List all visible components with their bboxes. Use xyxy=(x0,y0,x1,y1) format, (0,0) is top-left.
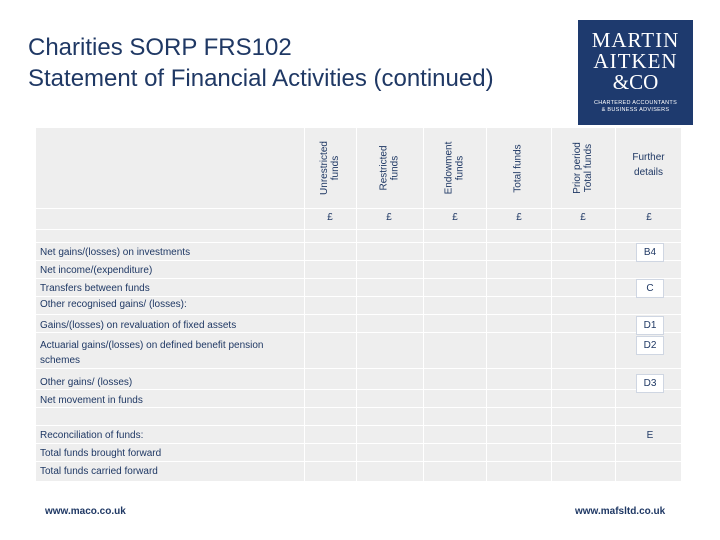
row-label-net-gains-investments: Net gains/(losses) on investments xyxy=(40,247,191,258)
row-divider xyxy=(36,208,681,209)
column-header-further-details: Further details xyxy=(632,152,665,178)
footer-link-left[interactable]: www.maco.co.uk xyxy=(45,506,126,517)
row-label-other-recognised: Other recognised gains/ (losses): xyxy=(40,299,187,310)
currency-restricted: £ xyxy=(386,212,392,223)
column-divider xyxy=(615,128,616,481)
footer-link-right[interactable]: www.mafsltd.co.uk xyxy=(575,506,666,517)
logo-tagline: CHARTERED ACCOUNTANTS & BUSINESS ADVISERS xyxy=(593,100,678,113)
row-label-net-movement: Net movement in funds xyxy=(40,395,143,406)
row-divider xyxy=(36,443,681,444)
row-divider xyxy=(36,242,681,243)
currency-total: £ xyxy=(516,212,522,223)
column-header-unrestricted: Unrestricted funds xyxy=(319,141,341,195)
row-label-net-income: Net income/(expenditure) xyxy=(40,265,153,276)
row-label-brought-forward: Total funds brought forward xyxy=(40,448,162,459)
logo-line-1: MARTIN xyxy=(591,28,680,52)
row-label-transfers: Transfers between funds xyxy=(40,283,150,294)
column-header-prior-period: Prior period Total funds xyxy=(571,142,594,194)
currency-further: £ xyxy=(646,212,652,223)
ref-badge-d1: D1 xyxy=(636,316,664,335)
row-label-reconciliation: Reconciliation of funds: xyxy=(40,430,144,441)
column-header-restricted: Restricted funds xyxy=(378,145,401,191)
row-label-other-gains: Other gains/ (losses) xyxy=(40,377,133,388)
ref-badge-e: E xyxy=(646,430,654,441)
logo-line-3: &CO xyxy=(612,70,659,94)
row-divider xyxy=(36,278,681,279)
row-divider xyxy=(36,229,681,230)
ref-badge-b4: B4 xyxy=(636,243,664,262)
currency-prior-period: £ xyxy=(580,212,586,223)
row-label-revaluation: Gains/(losses) on revaluation of fixed assets xyxy=(40,320,237,331)
row-divider xyxy=(36,425,681,426)
ref-badge-c: C xyxy=(636,279,664,298)
column-header-endowment: Endowment funds xyxy=(443,141,466,195)
ref-badge-d2: D2 xyxy=(636,336,664,355)
title-line-1: Charities SORP FRS102 xyxy=(28,34,292,61)
logo-line-2: AITKEN xyxy=(593,49,678,73)
title-line-2: Statement of Financial Activities (continued) xyxy=(28,65,494,92)
page-title xyxy=(28,32,494,94)
column-header-total: Total funds xyxy=(513,143,524,193)
row-divider xyxy=(36,368,681,369)
currency-endowment: £ xyxy=(452,212,458,223)
row-divider xyxy=(36,260,681,261)
company-logo xyxy=(578,20,693,125)
row-label-actuarial: Actuarial gains/(losses) on defined benefit pension schemes xyxy=(40,340,264,366)
row-label-carried-forward: Total funds carried forward xyxy=(40,466,158,477)
ref-badge-d3: D3 xyxy=(636,374,664,393)
row-divider xyxy=(36,314,681,315)
currency-unrestricted: £ xyxy=(327,212,333,223)
row-divider xyxy=(36,461,681,462)
